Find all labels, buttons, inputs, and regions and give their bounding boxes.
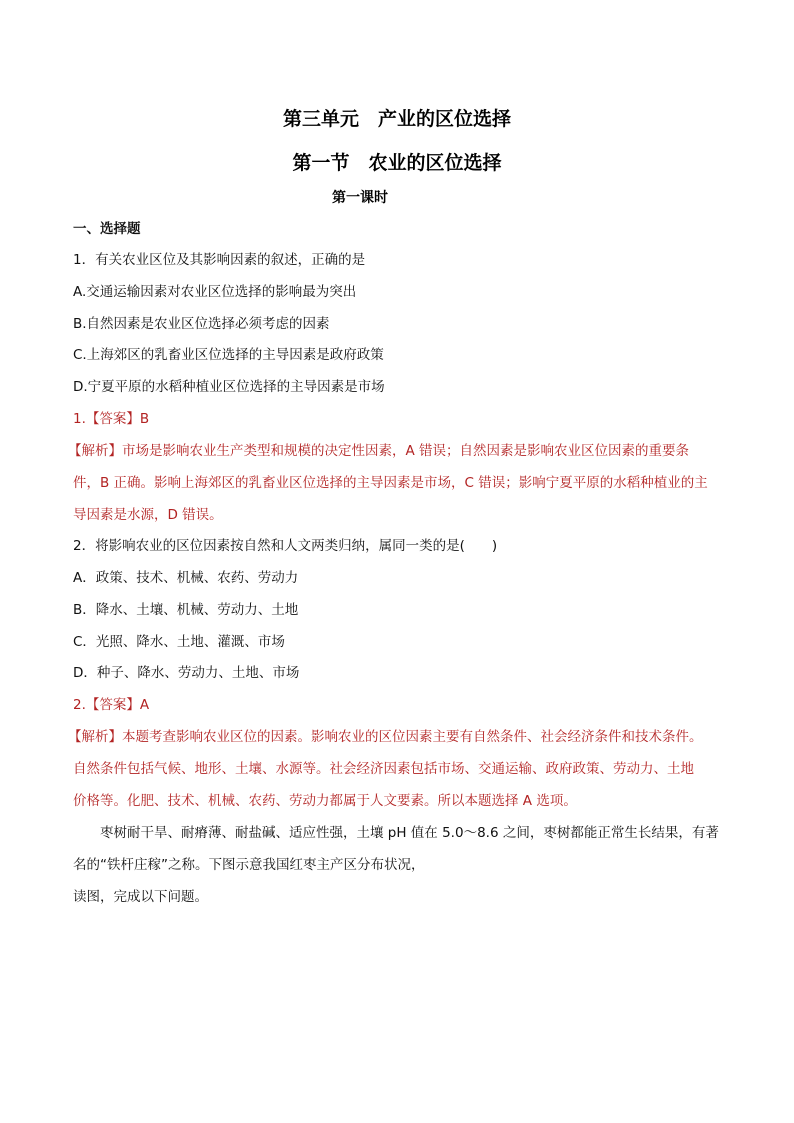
- lesson-title: 第一课时: [332, 190, 388, 206]
- q1-answer: 1.【答案】B: [73, 411, 150, 427]
- q2-analysis-line: 价格等。化肥、技术、机械、农药、劳动力都属于人文要素。所以本题选择 A 选项。: [73, 793, 577, 809]
- q2-stem: 2．将影响农业的区位因素按自然和人文两类归纳，属同一类的是( ): [73, 538, 498, 554]
- q2-analysis-line: 【解析】本题考查影响农业区位的因素。影响农业的区位因素主要有自然条件、社会经济条件和技术条件。: [68, 729, 703, 745]
- passage-line: 名的“铁杆庄稼”之称。下图示意我国红枣主产区分布状况，: [73, 857, 425, 873]
- q1-analysis-line: 【解析】市场是影响农业生产类型和规模的决定性因素，A 错误；自然因素是影响农业区位因素的重要条: [68, 443, 690, 459]
- section-heading: 一、选择题: [73, 221, 141, 237]
- q2-option-b: B．降水、土壤、机械、劳动力、土地: [73, 602, 299, 618]
- q1-option-d: D.宁夏平原的水稻种植业区位选择的主导因素是市场: [73, 379, 385, 395]
- q1-analysis-line: 导因素是水源，D 错误。: [73, 507, 223, 523]
- q2-option-d: D．种子、降水、劳动力、土地、市场: [73, 665, 300, 681]
- q1-option-c: C.上海郊区的乳畜业区位选择的主导因素是政府政策: [73, 347, 384, 363]
- q2-answer: 2.【答案】A: [73, 697, 150, 713]
- unit-title: 第三单元 产业的区位选择: [282, 108, 511, 130]
- q1-stem: 1．有关农业区位及其影响因素的叙述，正确的是: [73, 252, 366, 268]
- section-title: 第一节 农业的区位选择: [292, 152, 502, 174]
- q1-analysis-line: 件，B 正确。影响上海郊区的乳畜业区位选择的主导因素是市场，C 错误；影响宁夏平原的水稻种植业的主: [73, 475, 708, 491]
- q1-option-a: A.交通运输因素对农业区位选择的影响最为突出: [73, 284, 357, 300]
- q2-option-c: C．光照、降水、土地、灌溉、市场: [73, 634, 285, 650]
- passage-line: 读图，完成以下问题。: [73, 889, 208, 905]
- passage-line: 枣树耐干旱、耐瘠薄、耐盐碱、适应性强，土壤 pH 值在 5.0～8.6 之间，枣树都能正常生长结果，有著: [73, 825, 719, 841]
- q2-option-a: A．政策、技术、机械、农药、劳动力: [73, 570, 299, 586]
- q1-option-b: B.自然因素是农业区位选择必须考虑的因素: [73, 316, 330, 332]
- q2-analysis-line: 自然条件包括气候、地形、土壤、水源等。社会经济因素包括市场、交通运输、政府政策、劳动力、土地: [73, 761, 694, 777]
